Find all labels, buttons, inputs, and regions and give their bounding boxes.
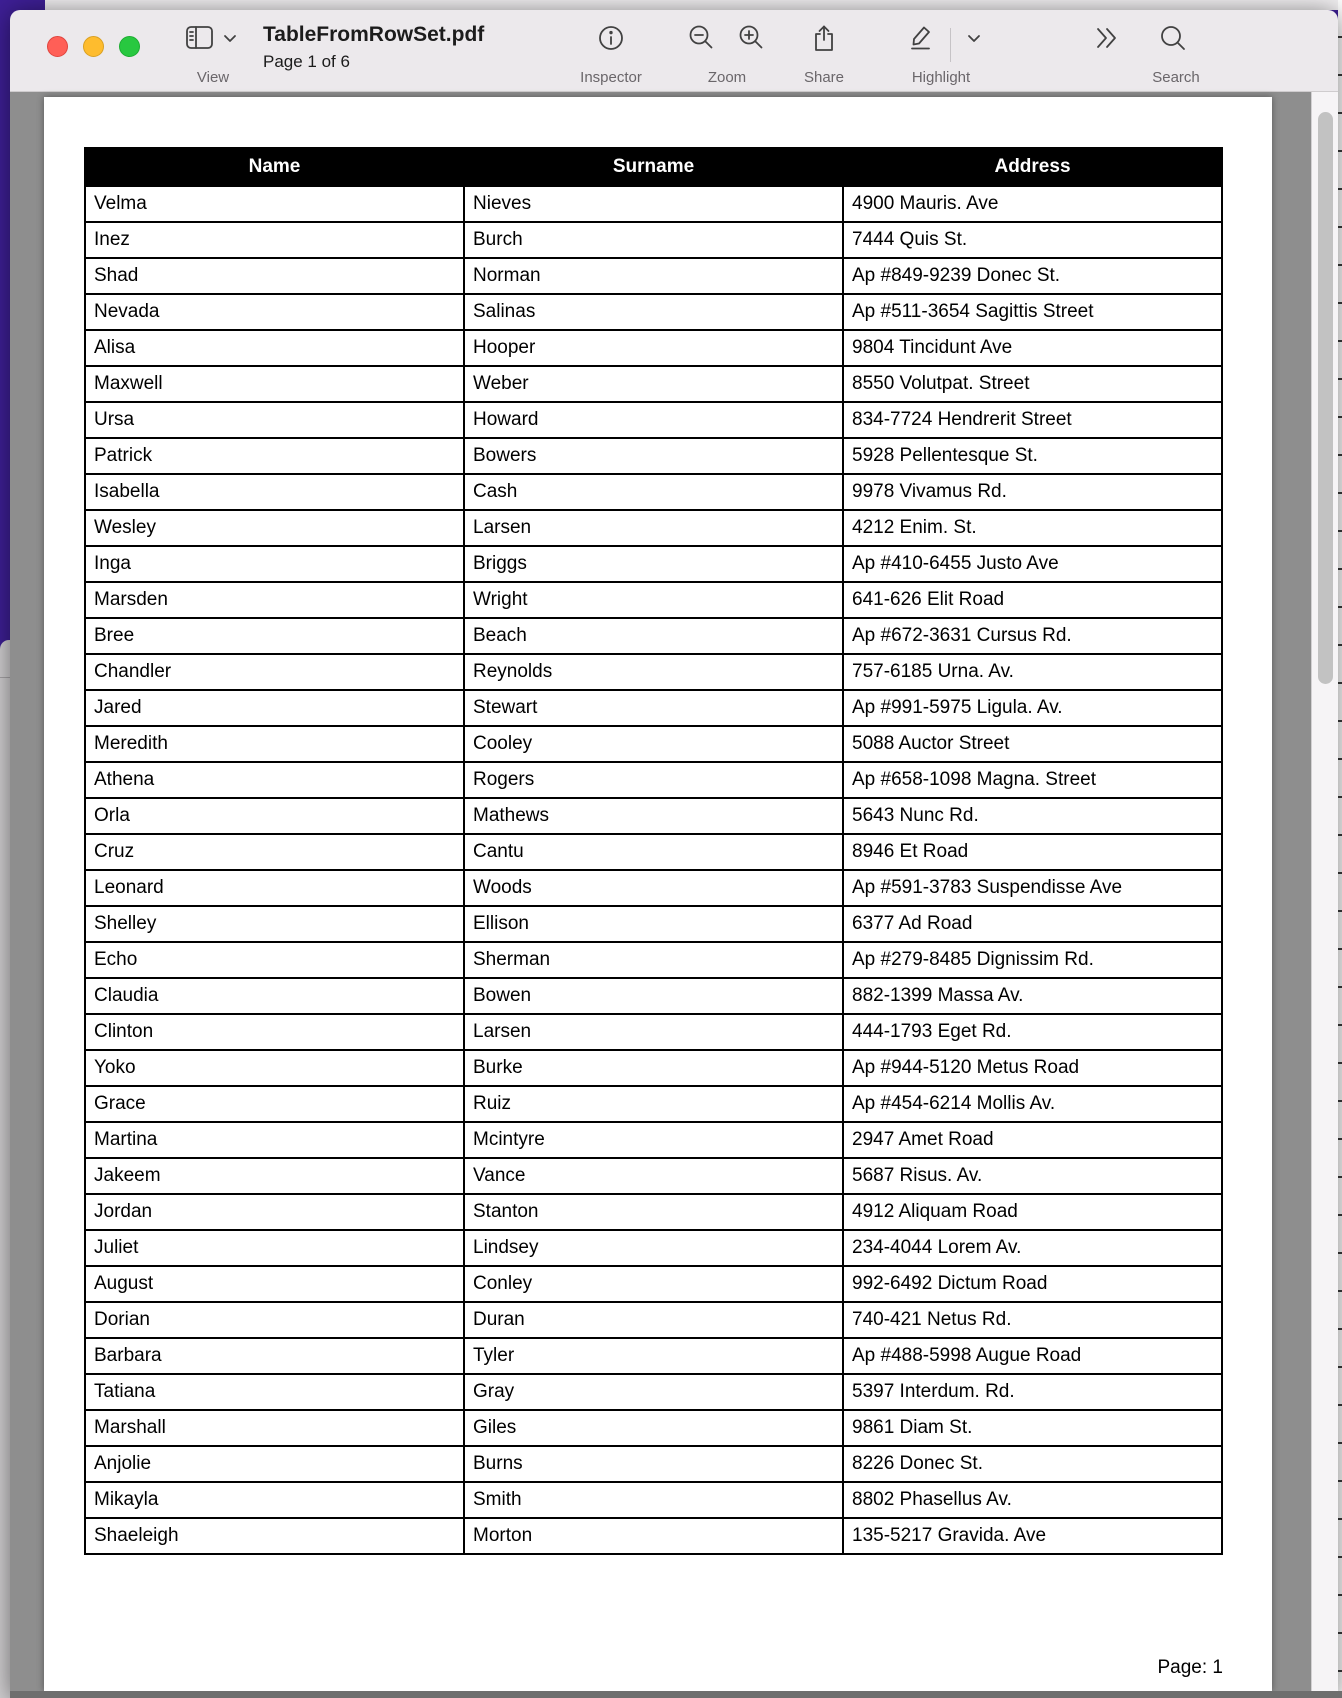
vertical-scrollbar-track[interactable] [1311,92,1338,1691]
cell-address: 8550 Volutpat. Street [843,366,1222,402]
cell-surname: Weber [464,366,843,402]
cell-surname: Ruiz [464,1086,843,1122]
cell-address: 740-421 Netus Rd. [843,1302,1222,1338]
table-body [85,186,1222,1554]
cell-name: Yoko [85,1050,464,1086]
cell-address: 444-1793 Eget Rd. [843,1014,1222,1050]
cell-address: 135-5217 Gravida. Ave [843,1518,1222,1554]
table-row [85,654,1222,690]
table-row [85,1086,1222,1122]
table-row [85,1230,1222,1266]
cell-surname: Hooper [464,330,843,366]
inspector-button-label[interactable]: Inspector [580,69,642,86]
close-button[interactable] [47,36,68,57]
cell-address: 2947 Amet Road [843,1122,1222,1158]
cell-name: Velma [85,186,464,222]
cell-address: 234-4044 Lorem Av. [843,1230,1222,1266]
cell-surname: Vance [464,1158,843,1194]
cell-surname: Burns [464,1446,843,1482]
table-row [85,582,1222,618]
cell-surname: Lindsey [464,1230,843,1266]
cell-address: Ap #672-3631 Cursus Rd. [843,618,1222,654]
table-row [85,1158,1222,1194]
cell-surname: Reynolds [464,654,843,690]
cell-name: Wesley [85,510,464,546]
background-top-strip [45,0,1342,10]
table-row [85,762,1222,798]
cell-surname: Stanton [464,1194,843,1230]
cell-name: Mikayla [85,1482,464,1518]
search-icon[interactable] [1159,24,1187,52]
cell-address: 4212 Enim. St. [843,510,1222,546]
table-row [85,294,1222,330]
cell-name: Jakeem [85,1158,464,1194]
cell-address: 5088 Auctor Street [843,726,1222,762]
cell-surname: Ellison [464,906,843,942]
highlight-chevron-down-icon[interactable] [967,34,981,44]
table-row [85,834,1222,870]
address-table [84,147,1223,1555]
cell-surname: Giles [464,1410,843,1446]
cell-address: Ap #991-5975 Ligula. Av. [843,690,1222,726]
cell-surname: Bowers [464,438,843,474]
cell-name: Shaeleigh [85,1518,464,1554]
table-row [85,366,1222,402]
cell-name: Maxwell [85,366,464,402]
table-row [85,1194,1222,1230]
table-row [85,330,1222,366]
toolbar [10,10,1338,92]
cell-name: Martina [85,1122,464,1158]
table-row [85,726,1222,762]
cell-surname: Burke [464,1050,843,1086]
column-header-address: Address [843,148,1222,186]
table-row [85,186,1222,222]
cell-surname: Howard [464,402,843,438]
cell-surname: Mathews [464,798,843,834]
cell-surname: Cash [464,474,843,510]
table-row [85,1122,1222,1158]
cell-address: Ap #454-6214 Mollis Av. [843,1086,1222,1122]
zoom-in-icon[interactable] [738,24,765,51]
cell-address: 9978 Vivamus Rd. [843,474,1222,510]
cell-name: Jared [85,690,464,726]
table-row [85,798,1222,834]
cell-address: 5928 Pellentesque St. [843,438,1222,474]
cell-name: Alisa [85,330,464,366]
more-toolbar-items-icon[interactable] [1095,27,1119,49]
table-row [85,906,1222,942]
table-row [85,546,1222,582]
cell-name: Meredith [85,726,464,762]
cell-address: Ap #849-9239 Donec St. [843,258,1222,294]
table-row [85,474,1222,510]
cell-surname: Larsen [464,510,843,546]
inspector-icon[interactable] [597,24,625,52]
cell-surname: Larsen [464,1014,843,1050]
cell-address: 8946 Et Road [843,834,1222,870]
cell-name: Dorian [85,1302,464,1338]
view-chevron-down-icon[interactable] [223,34,237,44]
table-row [85,942,1222,978]
table-row [85,1482,1222,1518]
cell-name: Jordan [85,1194,464,1230]
cell-name: August [85,1266,464,1302]
cell-name: Orla [85,798,464,834]
table-row [85,438,1222,474]
cell-surname: Mcintyre [464,1122,843,1158]
cell-surname: Norman [464,258,843,294]
cell-address: 7444 Quis St. [843,222,1222,258]
cell-surname: Rogers [464,762,843,798]
sidebar-icon[interactable] [185,24,215,52]
cell-surname: Tyler [464,1338,843,1374]
cell-surname: Morton [464,1518,843,1554]
column-header-name: Name [85,148,464,186]
cell-name: Echo [85,942,464,978]
cell-name: Ursa [85,402,464,438]
cell-name: Cruz [85,834,464,870]
cell-address: 6377 Ad Road [843,906,1222,942]
cell-address: 882-1399 Massa Av. [843,978,1222,1014]
cell-address: 757-6185 Urna. Av. [843,654,1222,690]
table-row [85,870,1222,906]
cell-address: 8226 Donec St. [843,1446,1222,1482]
table-row [85,978,1222,1014]
search-button-label[interactable]: Search [1152,69,1200,86]
table-row [85,1050,1222,1086]
cell-surname: Duran [464,1302,843,1338]
table-row [85,1446,1222,1482]
share-button-label[interactable]: Share [803,69,845,86]
zoom-out-icon[interactable] [688,24,715,51]
cell-name: Anjolie [85,1446,464,1482]
table-row [85,690,1222,726]
vertical-scrollbar-thumb[interactable] [1318,112,1333,684]
cell-address: 834-7724 Hendrerit Street [843,402,1222,438]
minimize-button[interactable] [83,36,104,57]
cell-address: 4912 Aliquam Road [843,1194,1222,1230]
share-icon[interactable] [811,24,837,53]
cell-surname: Sherman [464,942,843,978]
cell-name: Marsden [85,582,464,618]
cell-name: Juliet [85,1230,464,1266]
cell-name: Inez [85,222,464,258]
cell-address: 5687 Risus. Av. [843,1158,1222,1194]
cell-name: Claudia [85,978,464,1014]
cell-surname: Bowen [464,978,843,1014]
cell-name: Shelley [85,906,464,942]
cell-address: Ap #511-3654 Sagittis Street [843,294,1222,330]
table-row [85,258,1222,294]
cell-surname: Cooley [464,726,843,762]
document-view-area [10,92,1338,1691]
cell-address: 992-6492 Dictum Road [843,1266,1222,1302]
cell-name: Bree [85,618,464,654]
window-bottom-edge [10,1691,1342,1698]
table-row [85,510,1222,546]
cell-name: Nevada [85,294,464,330]
cell-name: Clinton [85,1014,464,1050]
cell-surname: Wright [464,582,843,618]
zoom-buttons-label: Zoom [707,69,747,86]
cell-address: 5397 Interdum. Rd. [843,1374,1222,1410]
cell-name: Patrick [85,438,464,474]
table-row [85,1374,1222,1410]
view-button-label[interactable]: View [196,69,230,86]
cell-address: Ap #488-5998 Augue Road [843,1338,1222,1374]
cell-surname: Conley [464,1266,843,1302]
column-header-surname: Surname [464,148,843,186]
cell-name: Marshall [85,1410,464,1446]
cell-name: Grace [85,1086,464,1122]
cell-address: Ap #279-8485 Dignissim Rd. [843,942,1222,978]
background-window-right-edge [1338,0,1342,1691]
cell-address: 4900 Mauris. Ave [843,186,1222,222]
table-row [85,402,1222,438]
highlight-button-label[interactable]: Highlight [911,69,971,86]
cell-surname: Stewart [464,690,843,726]
cell-address: Ap #944-5120 Metus Road [843,1050,1222,1086]
cell-surname: Salinas [464,294,843,330]
document-title: TableFromRowSet.pdf [263,23,485,46]
cell-address: Ap #658-1098 Magna. Street [843,762,1222,798]
cell-address: 9804 Tincidunt Ave [843,330,1222,366]
cell-name: Leonard [85,870,464,906]
title-block [263,23,484,73]
page-number-footer: Page: 1 [1157,1657,1223,1678]
table-row [85,1338,1222,1374]
highlight-icon[interactable] [907,24,934,52]
table-row [85,222,1222,258]
cell-address: 9861 Diam St. [843,1410,1222,1446]
page-indicator: Page 1 of 6 [263,52,350,71]
table-row [85,1410,1222,1446]
highlight-divider [950,28,951,62]
cell-surname: Beach [464,618,843,654]
cell-address: 8802 Phasellus Av. [843,1482,1222,1518]
pdf-page [44,97,1272,1691]
fullscreen-button[interactable] [119,36,140,57]
table-row [85,618,1222,654]
cell-surname: Gray [464,1374,843,1410]
cell-address: Ap #410-6455 Justo Ave [843,546,1222,582]
cell-name: Shad [85,258,464,294]
preview-window [10,10,1338,1698]
cell-name: Athena [85,762,464,798]
cell-surname: Smith [464,1482,843,1518]
cell-name: Chandler [85,654,464,690]
cell-name: Inga [85,546,464,582]
cell-address: Ap #591-3783 Suspendisse Ave [843,870,1222,906]
table-row [85,1014,1222,1050]
cell-surname: Cantu [464,834,843,870]
cell-address: 641-626 Elit Road [843,582,1222,618]
cell-surname: Woods [464,870,843,906]
cell-address: 5643 Nunc Rd. [843,798,1222,834]
table-row [85,1302,1222,1338]
cell-name: Barbara [85,1338,464,1374]
table-row [85,1518,1222,1554]
cell-name: Isabella [85,474,464,510]
cell-surname: Nieves [464,186,843,222]
table-row [85,1266,1222,1302]
cell-name: Tatiana [85,1374,464,1410]
cell-surname: Briggs [464,546,843,582]
table-header-row [85,148,1222,186]
cell-surname: Burch [464,222,843,258]
